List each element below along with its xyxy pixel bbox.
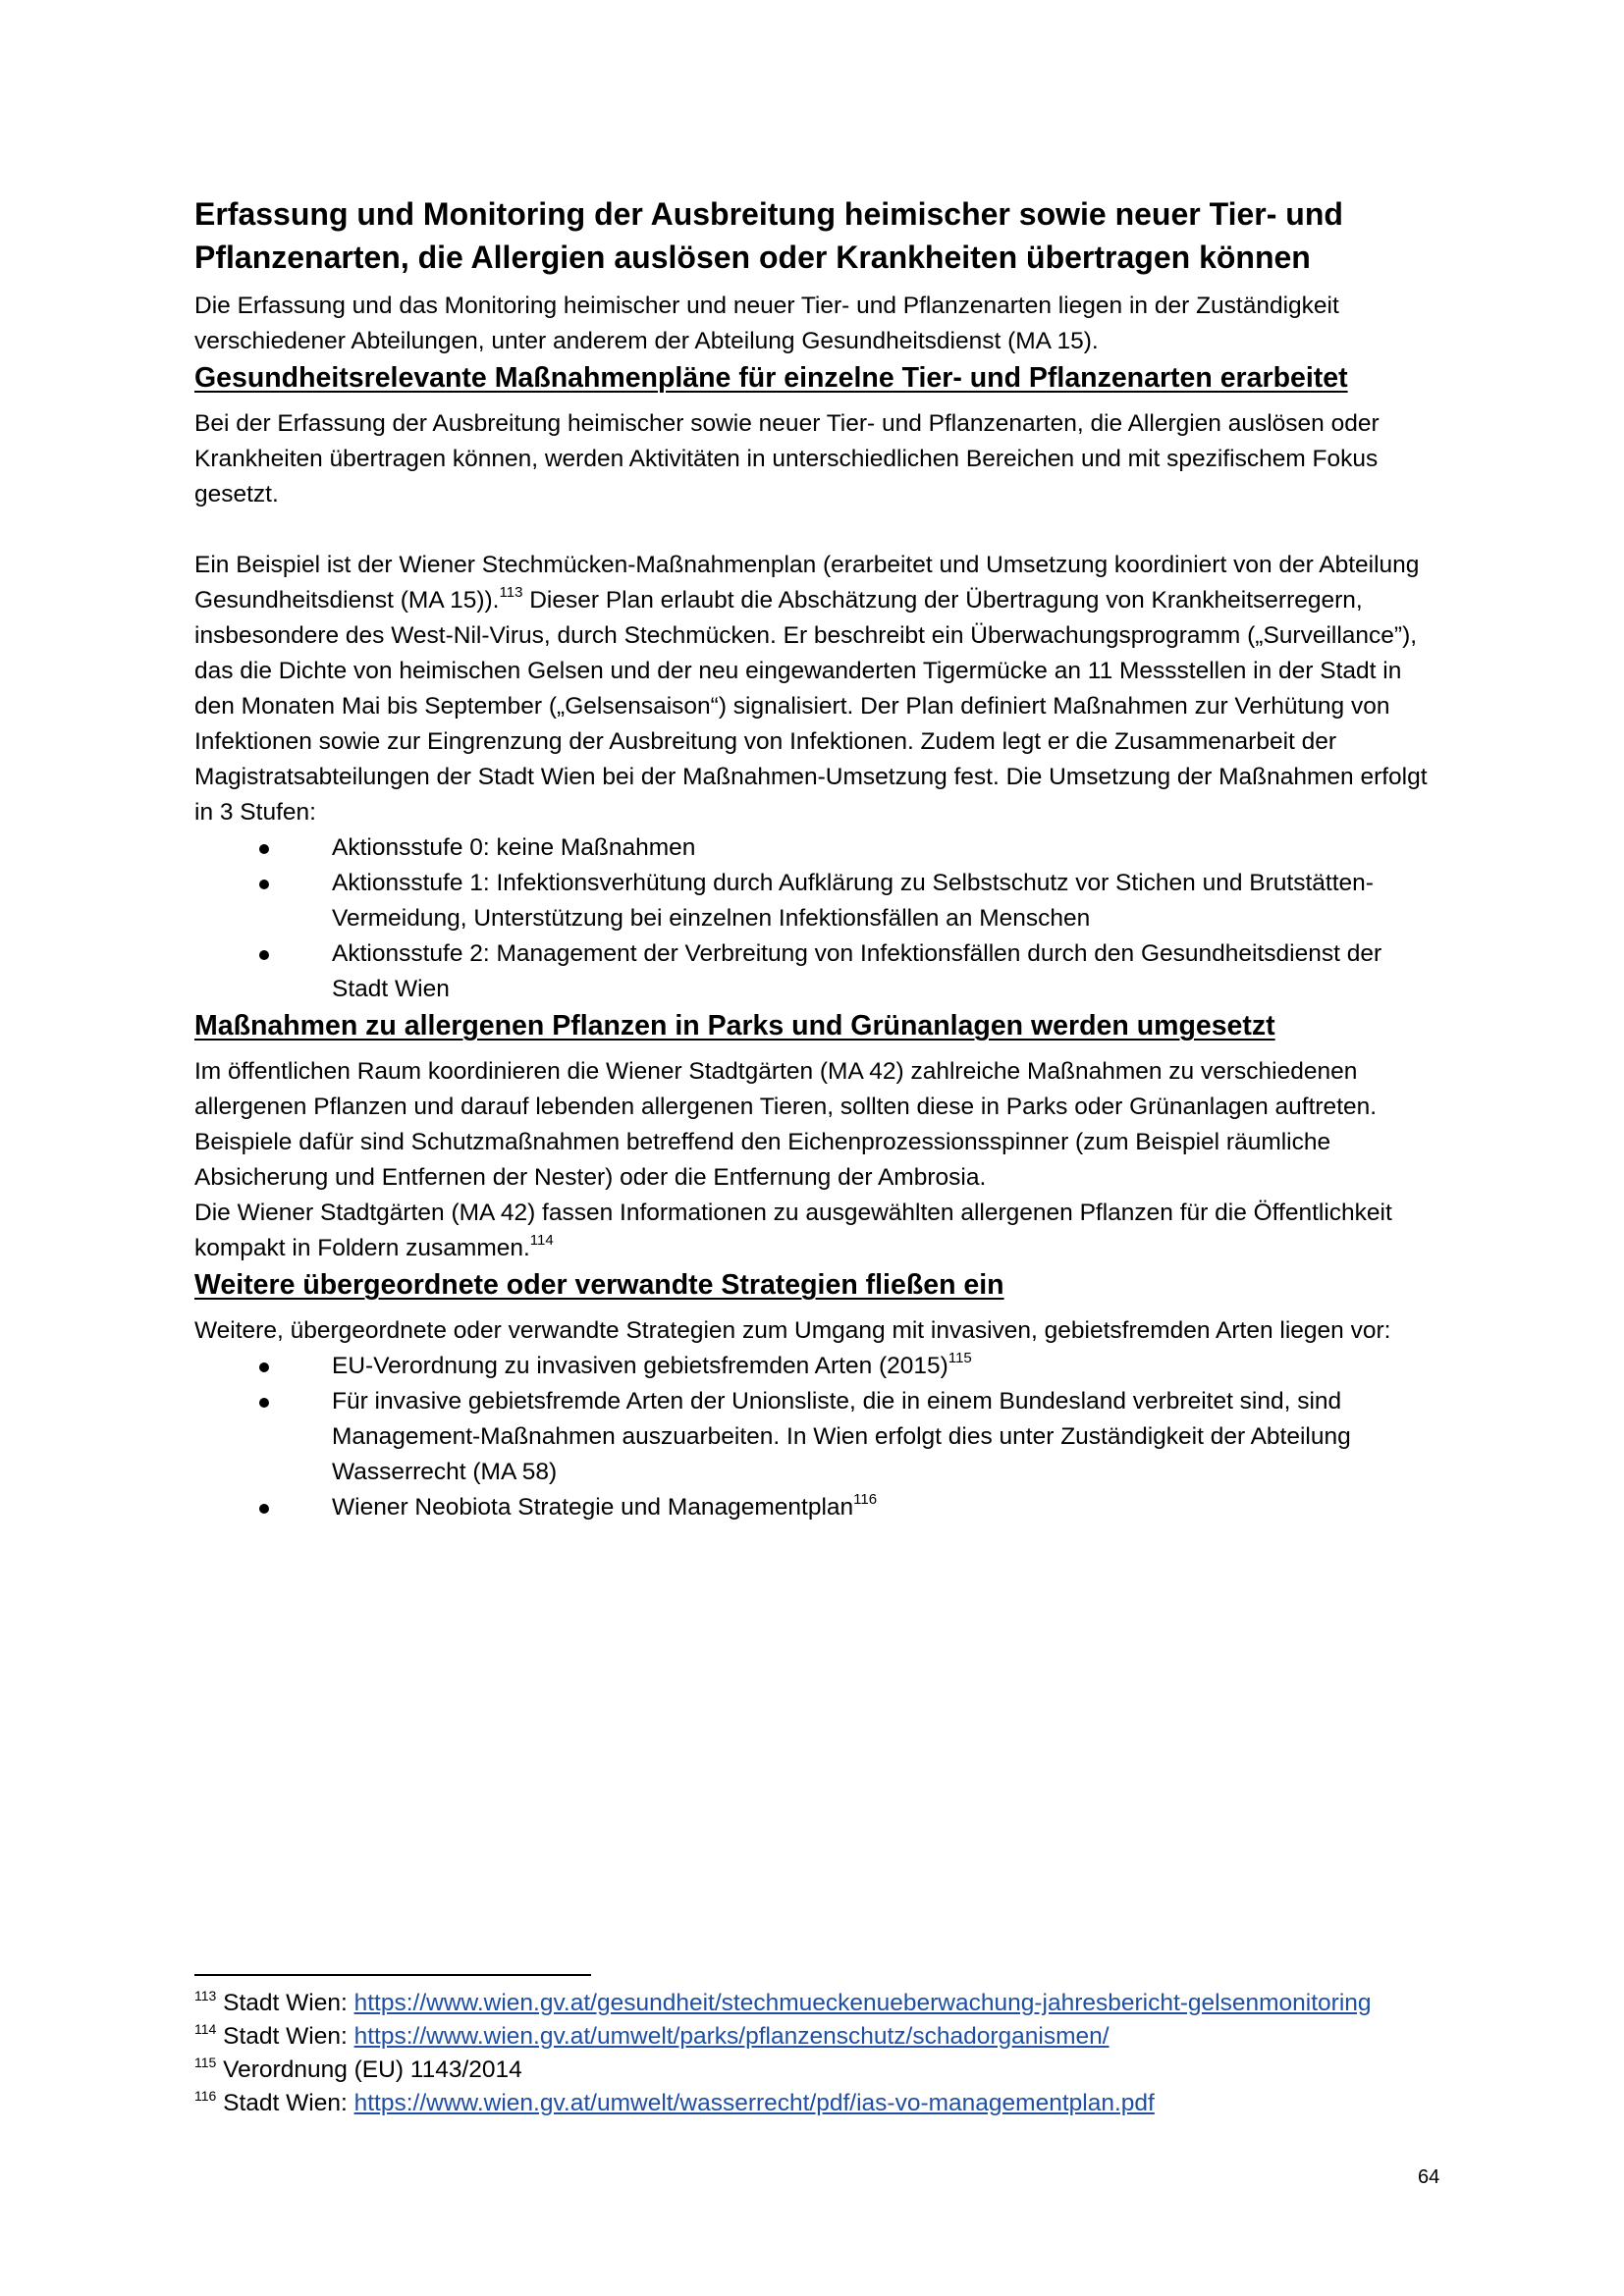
page-content (194, 192, 1439, 1525)
list-item: Wiener Neobiota Strategie und Managementplan$^{116}$ (194, 1490, 1439, 1525)
list-item: EU-Verordnung zu invasiven gebietsfremden Arten $(2015)^{115}$ (194, 1349, 1439, 1384)
bullet-icon (259, 1362, 269, 1372)
footnote-113: $^{113}$ Stadt Wien: https://www.wien.gv.at/gesundheit/stechmueckenueberwachung-jahresbericht-gelsenmonitoring (194, 1988, 1372, 2016)
list-item: Aktionsstufe 0: keine Maßnahmen (194, 830, 1439, 866)
footnote-115: $^{115}$ Verordnung (EU) 1143/2014 (194, 2055, 522, 2083)
section-heading-allergene-pflanzen: Maßnahmen zu allergenen Pflanzen in Parks und Grünanlagen werden umgesetzt (194, 1010, 1275, 1041)
footnote-ref-114[interactable]: 114 (529, 1232, 554, 1249)
section2-paragraph-1: Im öffentlichen Raum koordinieren die Wiener Stadtgärten (MA 42) zahlreiche Maßnahmen zu verschiedenen allergenen Pflanzen und darauf lebenden allergenen Tieren, sollten diese in Parks oder Grünanlagen auftreten. Beispiele dafür sind Schutzmaßnahmen betreffend den Eichenprozessionsspinner (zum Beispiel räumliche Absicherung und Entfernen der Nester) oder die Entfernung der Ambrosia. Die Wiener Stadtgärten (MA 42) fassen Informationen zu ausgewählten allergenen Pflanzen für die Öffentlichkeit kompakt in Foldern zusammen.$^{114}$ (194, 1058, 1392, 1261)
bullet-icon (259, 1398, 269, 1408)
bullet-icon (259, 1504, 269, 1514)
aktionsstufen-list (194, 830, 1439, 1007)
section-heading-massnahmenplaene: Gesundheitsrelevante Maßnahmenpläne für einzelne Tier- und Pflanzenarten erarbeitet (194, 362, 1348, 394)
bullet-icon (259, 844, 269, 854)
bullet-icon (259, 880, 269, 889)
list-item: Für invasive gebietsfremde Arten der Unionsliste, die in einem Bundesland verbreitet sind, sind Management-Maßnahmen auszuarbeiten. In Wien erfolgt dies unter Zuständigkeit der Abteilung Wasserrecht (MA 58) (194, 1384, 1439, 1490)
footnotes (194, 1987, 1439, 2120)
footnote-link-113[interactable]: https://www.wien.gv.at/gesundheit/stechmueckenueberwachung-jahresbericht-gelsenmonitoring (353, 1990, 1372, 2016)
footnote-116: $^{116}$ Stadt Wien: https://www.wien.gv.at/umwelt/wasserrecht/pdf/ias-vo-managementplan.pdf (194, 2088, 1155, 2116)
section1-paragraph-1: Bei der Erfassung der Ausbreitung heimischer sowie neuer Tier- und Pflanzenarten, die Allergien auslösen oder Krankheiten übertragen können, werden Aktivitäten in unterschiedlichen Bereichen und mit spezifischem Fokus gesetzt. (194, 410, 1380, 507)
page-title: Erfassung und Monitoring der Ausbreitung heimischer sowie neuer Tier- und Pflanzenarten, die Allergien auslösen oder Krankheiten übertragen können (194, 196, 1343, 275)
footnote-ref-113[interactable]: 113 (499, 584, 523, 601)
footnote-separator (194, 1974, 591, 1976)
footnote-114: $^{114}$ Stadt Wien: https://www.wien.gv.at/umwelt/parks/pflanzenschutz/schadorganismen/ (194, 2021, 1110, 2050)
section1-paragraph-2: Ein Beispiel ist der Wiener Stechmücken-Maßnahmenplan (erarbeitet und Umsetzung koordiniert von der Abteilung Gesundheitsdienst (MA 15)).$^{113}$ Dieser Plan erlaubt die Abschätzung der Übertragung von Krankheitserregern, insbesondere des West-Nil-Virus, durch Stechmücken. Er beschreibt ein Überwachungsprogramm („Surveillance”), das die Dichte von heimischen Gelsen und der neu eingewanderten Tigermücke an 11 Messstellen in der Stadt in den Monaten Mai bis September („Gelsensaison“) signalisiert. Der Plan definiert Maßnahmen zur Verhütung von Infektionen sowie zur Eingrenzung der Ausbreitung von Infektionen. Zudem legt er die Zusammenarbeit der Magistratsabteilungen der Stadt Wien bei der Maßnahmen-Umsetzung fest. Die Umsetzung der Maßnahmen erfolgt in 3 Stufen: (194, 552, 1428, 826)
bullet-icon (259, 950, 269, 960)
list-item: Aktionsstufe 2: Management der Verbreitung von Infektionsfällen durch den Gesundheitsdienst der Stadt Wien (194, 936, 1439, 1007)
footnote-ref-115[interactable]: 115 (947, 1350, 972, 1366)
intro-paragraph: Die Erfassung und das Monitoring heimischer und neuer Tier- und Pflanzenarten liegen in der Zuständigkeit verschiedener Abteilungen, unter anderem der Abteilung Gesundheitsdienst (MA 15). (194, 293, 1339, 354)
page-number: 64 (1418, 2166, 1440, 2188)
section3-paragraph-1: Weitere, übergeordnete oder verwandte Strategien zum Umgang mit invasiven, gebietsfremden Arten liegen vor: (194, 1317, 1391, 1344)
section-heading-strategien: Weitere übergeordnete oder verwandte Strategien fließen ein (194, 1269, 1004, 1301)
strategien-list (194, 1349, 1439, 1525)
footnote-link-114[interactable]: https://www.wien.gv.at/umwelt/parks/pflanzenschutz/schadorganismen/ (353, 2023, 1110, 2050)
list-item: Aktionsstufe 1: Infektionsverhütung durch Aufklärung zu Selbstschutz vor Stichen und Brutstätten-Vermeidung, Unterstützung bei einzelnen Infektionsfällen an Menschen (194, 866, 1439, 936)
footnote-link-116[interactable]: https://www.wien.gv.at/umwelt/wasserrecht/pdf/ias-vo-managementplan.pdf (353, 2090, 1155, 2116)
footnote-ref-116[interactable]: 116 (853, 1491, 878, 1508)
